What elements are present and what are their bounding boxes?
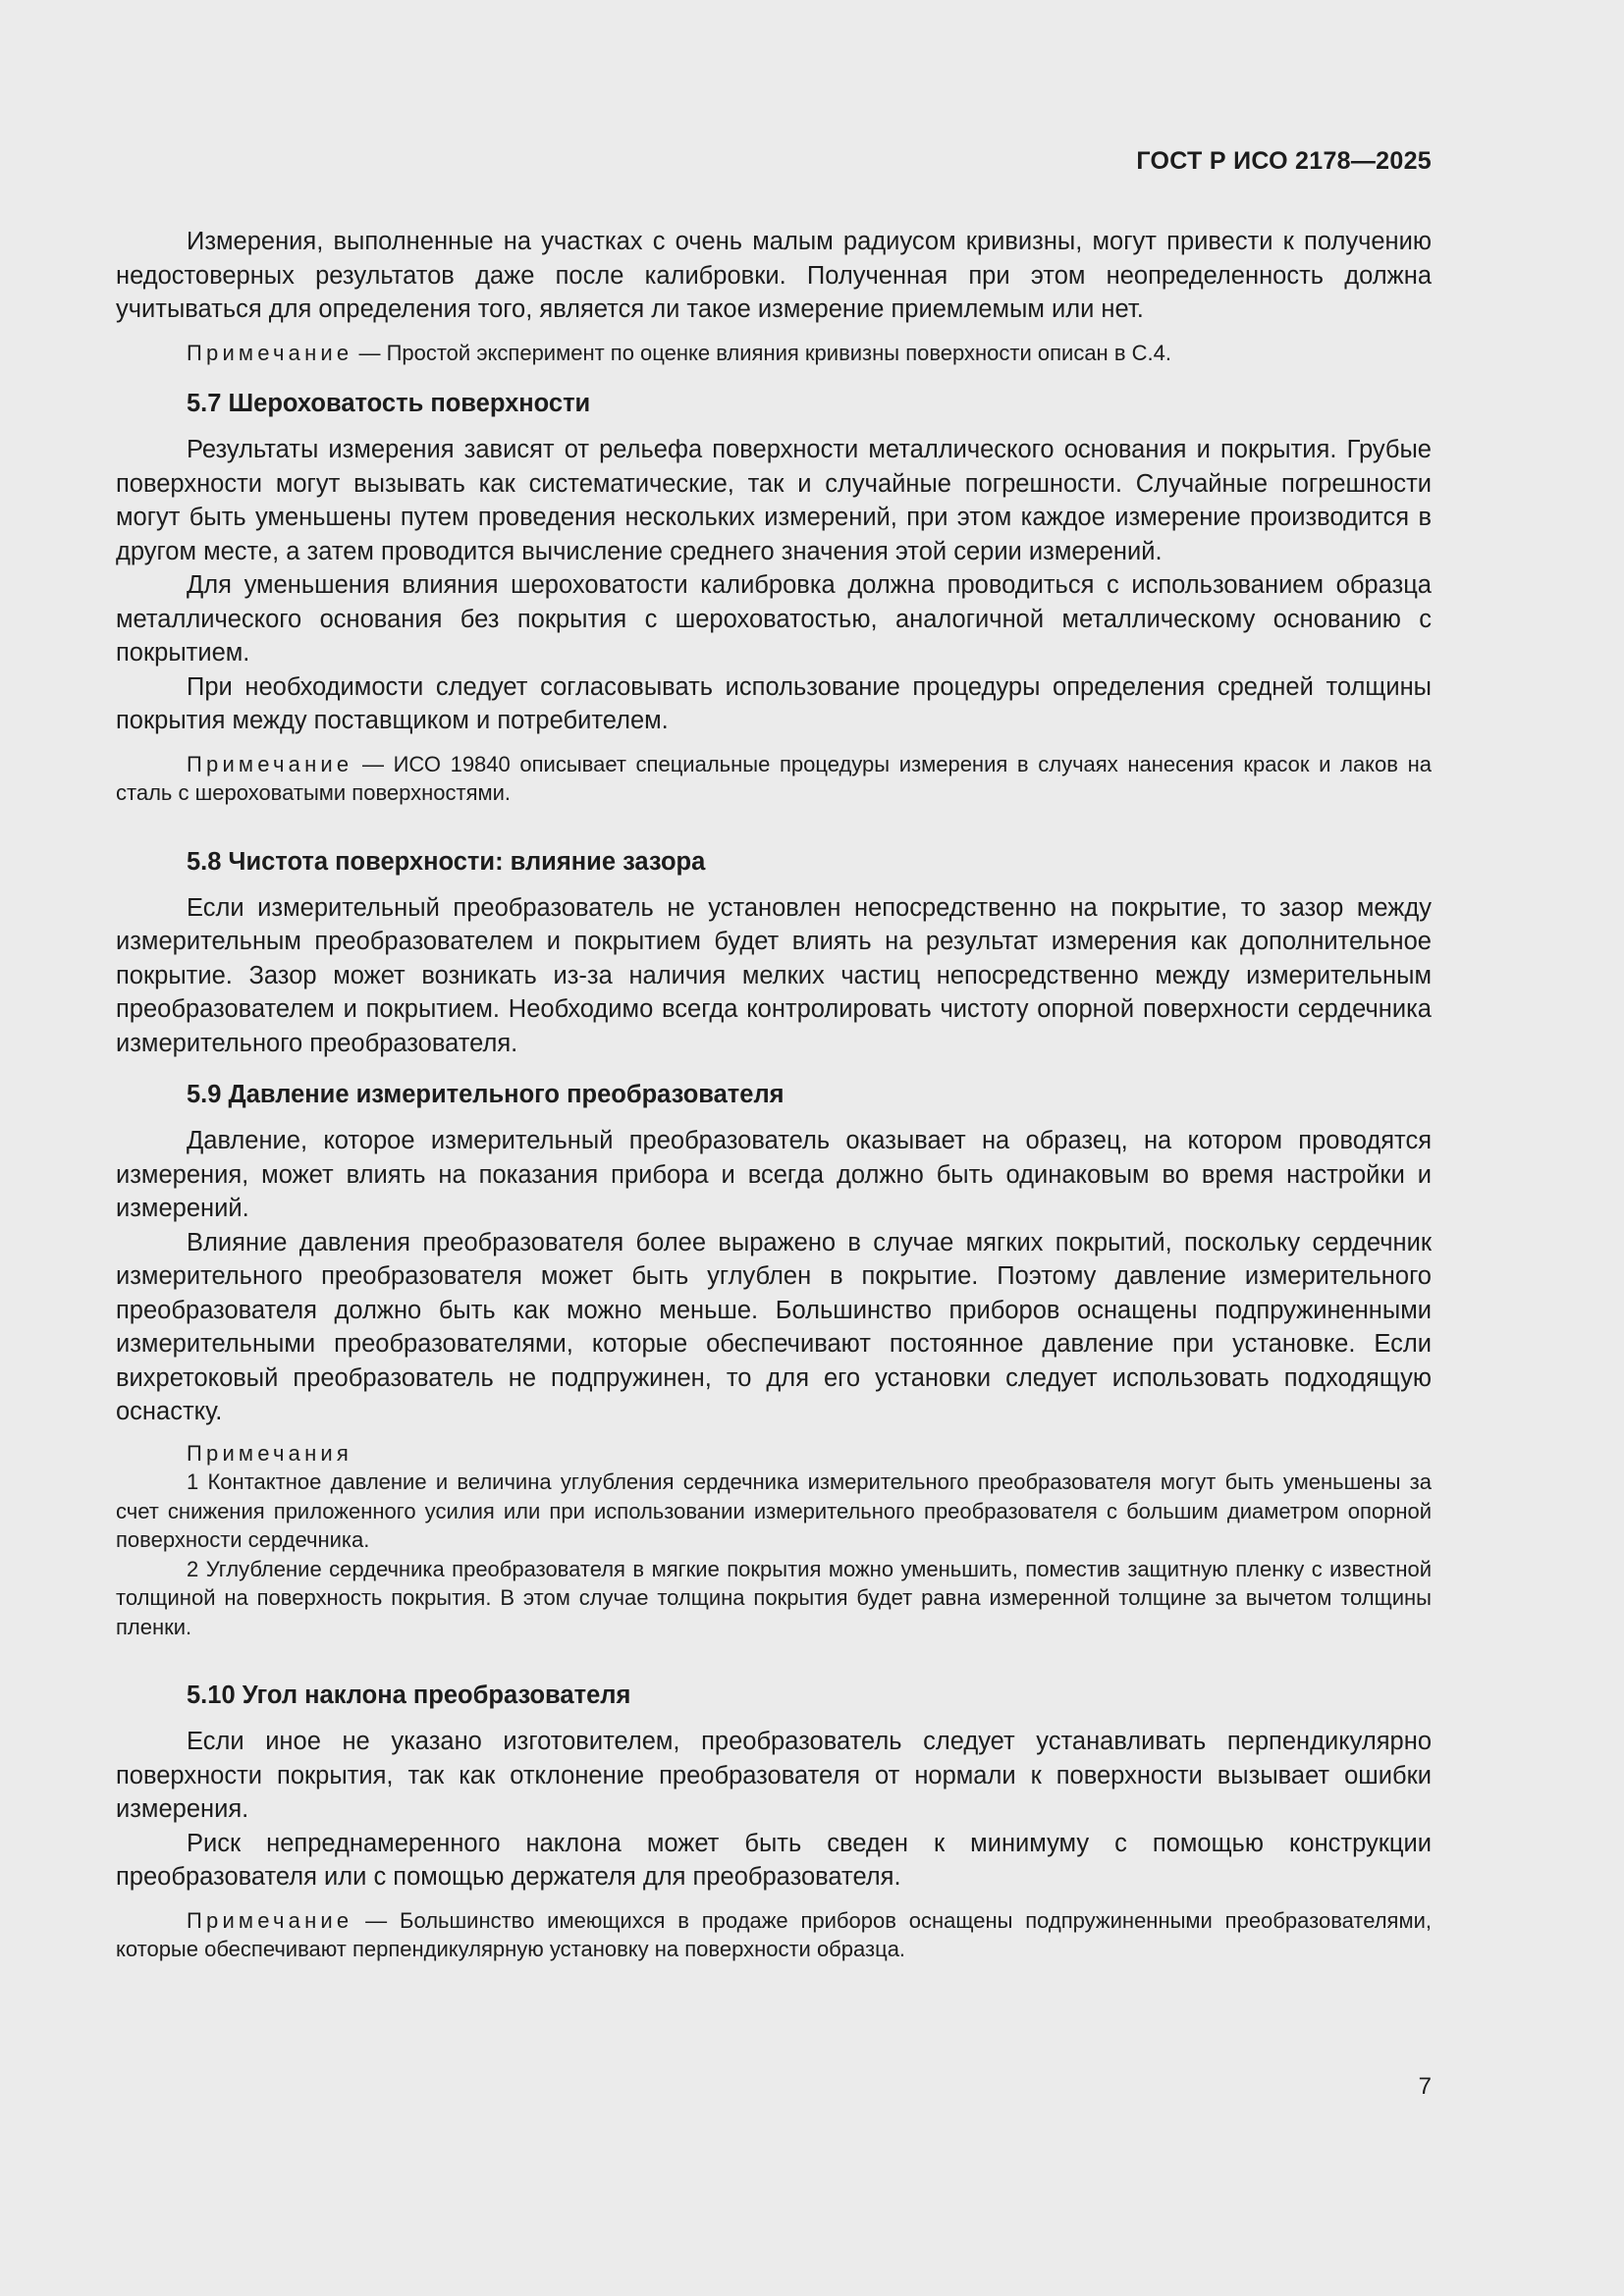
notes-label: Примечания (187, 1440, 353, 1466)
document-body (116, 225, 1432, 1964)
note-roughness (116, 750, 1432, 808)
note-text: — Простой эксперимент по оценке влияния кривизны поверхности описан в С.4. (352, 340, 1171, 365)
section-heading-5-9: 5.9 Давление измерительного преобразователя (187, 1081, 785, 1108)
paragraph-pressure-soft-coatings: Влияние давления преобразователя более выражено в случае мягких покрытий, поскольку сердечник измерительного преобразователя может быть углублен в покрытие. Поэтому давление измерительного преобразователя должно быть как можно меньше. Большинство приборов оснащены подпружиненными измерительными преобразователями, которые обеспечивают постоянное давление при установке. Если вихретоковый преобразователь не подпружинен, то для его установки следует использовать подходящую оснастку. (116, 1228, 1432, 1425)
paragraph-roughness-results: Результаты измерения зависят от рельефа поверхности металлического основания и покрытия. Грубые поверхности могут вызывать как систематические, так и случайные погрешности. Случайные погрешности могут быть уменьшены путем проведения нескольких измерений, при этом каждое измерение производится в другом месте, а затем проводится вычисление среднего значения этой серии измерений. (116, 436, 1432, 565)
paragraph-gap: Если измерительный преобразователь не установлен непосредственно на покрытие, то зазор между измерительным преобразователем и покрытием будет влиять на результат измерения как дополнительное покрытие. Зазор может возникать из-за наличия мелких частиц непосредственно между измерительным преобразователем и покрытием. Необходимо всегда контролировать чистоту опорной поверхности сердечника измерительного преобразователя. (116, 893, 1432, 1057)
section-heading-5-10: 5.10 Угол наклона преобразователя (187, 1682, 631, 1709)
paragraph-pressure: Давление, которое измерительный преобразователь оказывает на образец, на котором проводятся измерения, может влиять на показания прибора и всегда должно быть одинаковым во время настройки и измерений. (116, 1127, 1432, 1222)
page-number: 7 (1418, 2073, 1432, 2100)
paragraph-tilt-risk: Риск непреднамеренного наклона может быть сведен к минимуму с помощью конструкции преобразователя или с помощью держателя для преобразователя. (116, 1829, 1432, 1891)
note-text: — Большинство имеющихся в продаже приборов оснащены подпружиненными преобразователями, которые обеспечивают перпендикулярную установку на поверхности образца. (116, 1907, 1432, 1961)
section-heading-5-7: 5.7 Шероховатость поверхности (187, 390, 591, 417)
section-heading-5-8: 5.8 Чистота поверхности: влияние зазора (187, 847, 706, 876)
paragraph-roughness-agreement: При необходимости следует согласовывать использование процедуры определения средней толщины покрытия между поставщиком и потребителем. (116, 672, 1432, 734)
note-text: — ИСО 19840 описывает специальные процедуры измерения в случаях нанесения красок и лаков на сталь с шероховатыми поверхностями. (116, 751, 1432, 805)
paragraph-curvature: Измерения, выполненные на участках с очень малым радиусом кривизны, могут привести к получению недостоверных результатов даже после калибровки. Полученная при этом неопределенность должна учитываться для определения того, является ли такое измерение приемлемым или нет. (116, 228, 1432, 323)
note-pressure-2: 2 Углубление сердечника преобразователя в мягкие покрытия можно уменьшить, поместив защитную пленку с известной толщиной на поверхность покрытия. В этом случае толщина покрытия будет равна измеренной толщине за вычетом толщины пленки. (116, 1556, 1432, 1639)
paragraph-tilt: Если иное не указано изготовителем, преобразователь следует устанавливать перпендикулярно поверхности покрытия, так как отклонение преобразователя от нормали к поверхности вызывает ошибки измерения. (116, 1728, 1432, 1823)
note-label: Примечание (187, 340, 353, 365)
document-code: ГОСТ Р ИСО 2178—2025 (1136, 147, 1432, 175)
note-label: Примечание (187, 1907, 353, 1933)
note-tilt (116, 1906, 1432, 1964)
note-pressure-1: 1 Контактное давление и величина углубления сердечника измерительного преобразователя могут быть уменьшены за счет снижения приложенного усилия или при использовании измерительного преобразователя с большим диаметром опорной поверхности сердечника. (116, 1469, 1432, 1552)
note-curvature (116, 339, 1432, 368)
paragraph-roughness-calibration: Для уменьшения влияния шероховатости калибровка должна проводиться с использованием образца металлического основания без покрытия с шероховатостью, аналогичной металлическому основанию с покрытием. (116, 571, 1432, 667)
note-label: Примечание (187, 751, 353, 776)
